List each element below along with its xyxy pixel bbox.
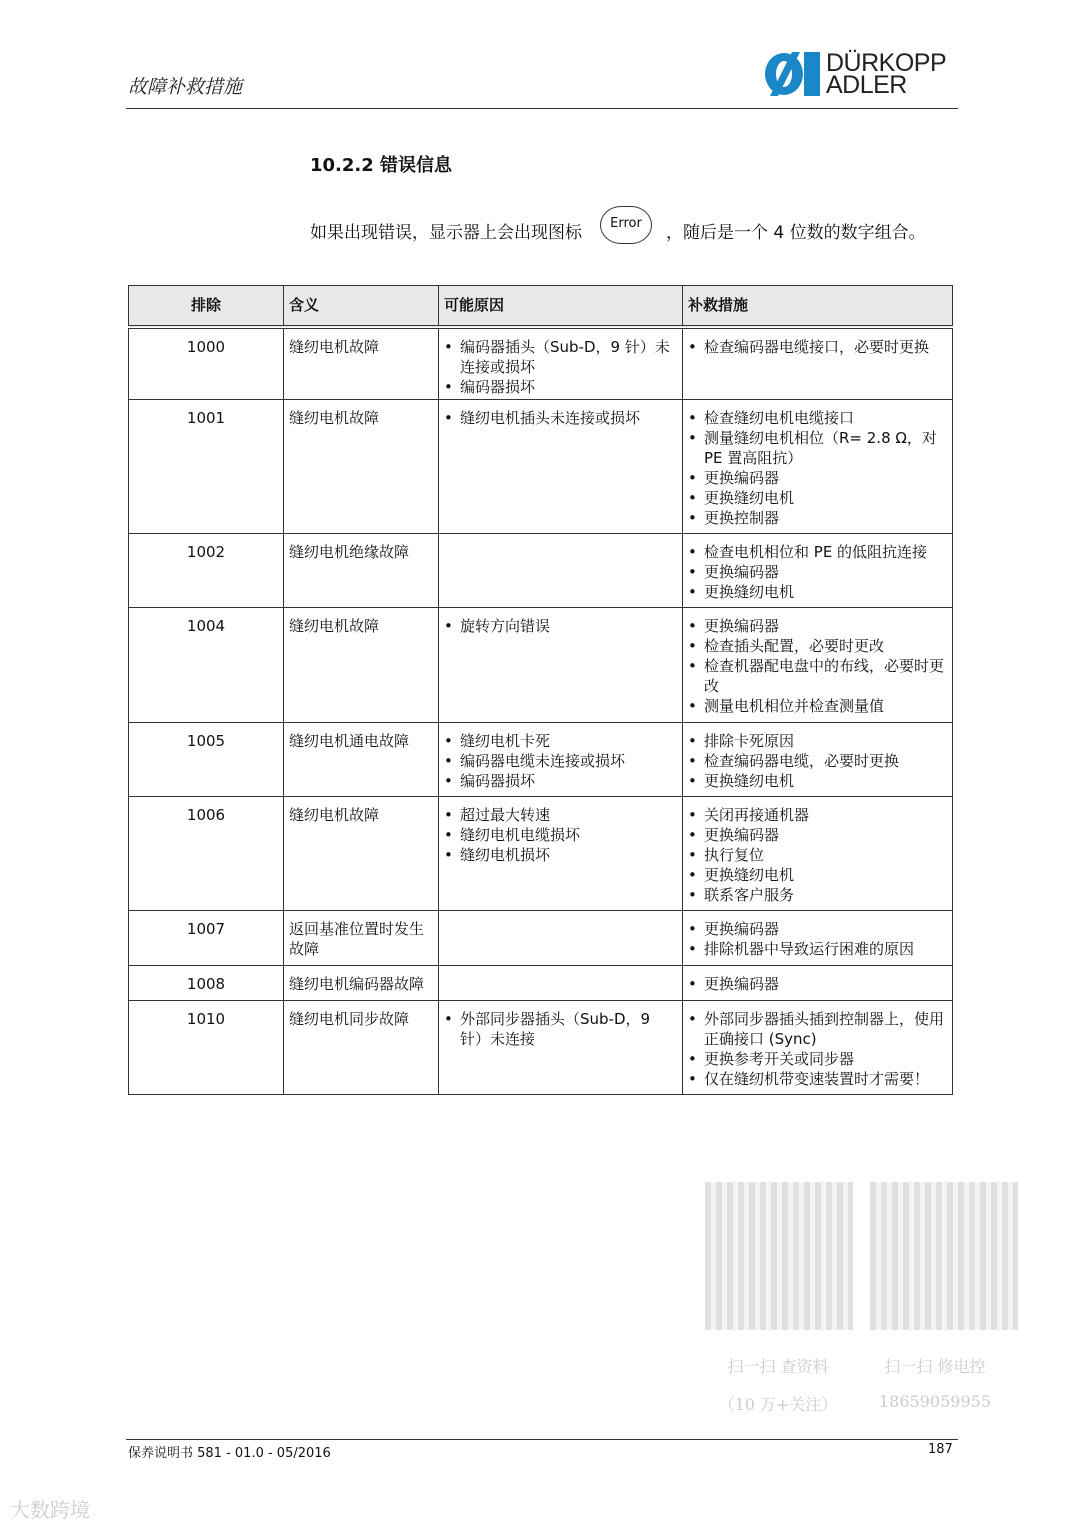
remedy-item: • 仅在缝纫机带变速装置时才需要！: [688, 1069, 947, 1089]
qr-code-right: [870, 1182, 1018, 1330]
cause-item: • 编码器插头（Sub-D，9 针）未连接或损坏: [444, 337, 677, 377]
error-code: 1004: [129, 607, 284, 722]
possible-causes: [439, 796, 683, 910]
remedies: [683, 607, 953, 722]
remedy-item: • 更换缝纫电机: [688, 865, 947, 885]
watermark: 大数跨境: [10, 1498, 90, 1522]
remedy-item: • 测量缝纫电机相位（R= 2.8 Ω，对 PE 置高阻抗）: [688, 428, 947, 468]
cause-item: • 外部同步器插头（Sub-D，9 针）未连接: [444, 1009, 677, 1049]
possible-causes: [439, 607, 683, 722]
page-number: 187: [928, 1442, 953, 1457]
cause-item: • 旋转方向错误: [444, 616, 677, 636]
remedies: [683, 327, 953, 399]
remedy-item: • 更换编码器: [688, 562, 947, 582]
section-title: 10.2.2 错误信息: [310, 155, 453, 176]
qr-caption: （10 万+关注）: [718, 1395, 838, 1414]
remedy-item: • 执行复位: [688, 845, 947, 865]
qr-caption: 18659059955: [879, 1392, 991, 1411]
table-row: [129, 1000, 953, 1094]
error-code: 1008: [129, 965, 284, 1000]
intro-text: 如果出现错误，显示器上会出现图标: [310, 223, 582, 243]
error-meaning: 缝纫电机故障: [284, 399, 439, 533]
error-code: 1006: [129, 796, 284, 910]
error-meaning: 缝纫电机编码器故障: [284, 965, 439, 1000]
remedy-item: • 联系客户服务: [688, 885, 947, 905]
error-meaning: 缝纫电机故障: [284, 796, 439, 910]
remedies: [683, 910, 953, 965]
remedy-item: • 更换编码器: [688, 974, 947, 994]
error-code: 1005: [129, 722, 284, 796]
remedy-item: • 更换控制器: [688, 508, 947, 528]
remedies: [683, 533, 953, 607]
remedy-item: • 检查机器配电盘中的布线，必要时更改: [688, 656, 947, 696]
remedy-item: • 检查编码器电缆，必要时更换: [688, 751, 947, 771]
cause-item: • 编码器电缆未连接或损坏: [444, 751, 677, 771]
possible-causes: [439, 1000, 683, 1094]
possible-causes: [439, 965, 683, 1000]
error-code: 1001: [129, 399, 284, 533]
cause-item: • 缝纫电机卡死: [444, 731, 677, 751]
error-meaning: 缝纫电机故障: [284, 607, 439, 722]
logo-mark-icon: [762, 50, 822, 98]
cause-item: • 编码器损坏: [444, 377, 677, 397]
qr-caption: 扫一扫 修电控: [884, 1357, 986, 1376]
remedy-item: • 外部同步器插头插到控制器上，使用正确接口 (Sync): [688, 1009, 947, 1049]
remedy-item: • 更换编码器: [688, 468, 947, 488]
remedy-item: • 检查缝纫电机电缆接口: [688, 408, 947, 428]
error-code: 1007: [129, 910, 284, 965]
cause-item: • 缝纫电机损坏: [444, 845, 677, 865]
qr-code-left: [705, 1182, 853, 1330]
cause-item: • 缝纫电机插头未连接或损坏: [444, 408, 677, 428]
error-code: 1002: [129, 533, 284, 607]
remedies: [683, 796, 953, 910]
intro-text-cont: ，随后是一个 4 位数的数字组合。: [666, 223, 926, 243]
error-icon: Error: [600, 206, 652, 244]
remedy-item: • 检查插头配置，必要时更改: [688, 636, 947, 656]
table-row: [129, 722, 953, 796]
cause-item: • 缝纫电机电缆损坏: [444, 825, 677, 845]
remedy-item: • 排除机器中导致运行困难的原因: [688, 939, 947, 959]
possible-causes: [439, 722, 683, 796]
remedy-item: • 更换缝纫电机: [688, 488, 947, 508]
error-meaning: 缝纫电机同步故障: [284, 1000, 439, 1094]
error-meaning: 缝纫电机通电故障: [284, 722, 439, 796]
header-rule: [126, 108, 958, 109]
intro-paragraph: [310, 214, 960, 252]
brand-logo: [762, 50, 946, 98]
chapter-title: 故障补救措施: [128, 76, 243, 98]
remedy-item: • 更换编码器: [688, 616, 947, 636]
possible-causes: [439, 910, 683, 965]
error-table: [128, 285, 953, 1095]
error-code: 1000: [129, 327, 284, 399]
remedy-item: • 检查编码器电缆接口，必要时更换: [688, 337, 947, 357]
remedy-item: • 更换缝纫电机: [688, 582, 947, 602]
logo-text-line1: DÜRKOPP: [826, 49, 947, 77]
error-meaning: 缝纫电机绝缘故障: [284, 533, 439, 607]
table-row: [129, 327, 953, 399]
col-header: 补救措施: [683, 286, 953, 328]
possible-causes: [439, 399, 683, 533]
remedies: [683, 965, 953, 1000]
remedies: [683, 399, 953, 533]
table-row: [129, 533, 953, 607]
remedy-item: • 更换参考开关或同步器: [688, 1049, 947, 1069]
logo-text-line2: ADLER: [826, 71, 907, 99]
footer-rule: [126, 1439, 958, 1440]
possible-causes: [439, 533, 683, 607]
remedy-item: • 更换编码器: [688, 825, 947, 845]
remedy-item: • 关闭再接通机器: [688, 805, 947, 825]
remedies: [683, 722, 953, 796]
error-meaning: 返回基准位置时发生故障: [284, 910, 439, 965]
qr-caption: 扫一扫 查资料: [727, 1357, 829, 1376]
remedy-item: • 排除卡死原因: [688, 731, 947, 751]
table-row: [129, 399, 953, 533]
remedy-item: • 更换缝纫电机: [688, 771, 947, 791]
table-row: [129, 607, 953, 722]
remedy-item: • 检查电机相位和 PE 的低阻抗连接: [688, 542, 947, 562]
cause-item: • 编码器损坏: [444, 771, 677, 791]
col-header: 可能原因: [439, 286, 683, 328]
col-header: 含义: [284, 286, 439, 328]
possible-causes: [439, 327, 683, 399]
table-row: [129, 965, 953, 1000]
error-code: 1010: [129, 1000, 284, 1094]
col-header: 排除: [129, 286, 284, 328]
remedy-item: • 更换编码器: [688, 919, 947, 939]
remedy-item: • 测量电机相位并检查测量值: [688, 696, 947, 716]
error-meaning: 缝纫电机故障: [284, 327, 439, 399]
remedies: [683, 1000, 953, 1094]
table-row: [129, 796, 953, 910]
footer-doc-info: 保养说明书 581 - 01.0 - 05/2016: [128, 1446, 331, 1461]
table-row: [129, 910, 953, 965]
cause-item: • 超过最大转速: [444, 805, 677, 825]
